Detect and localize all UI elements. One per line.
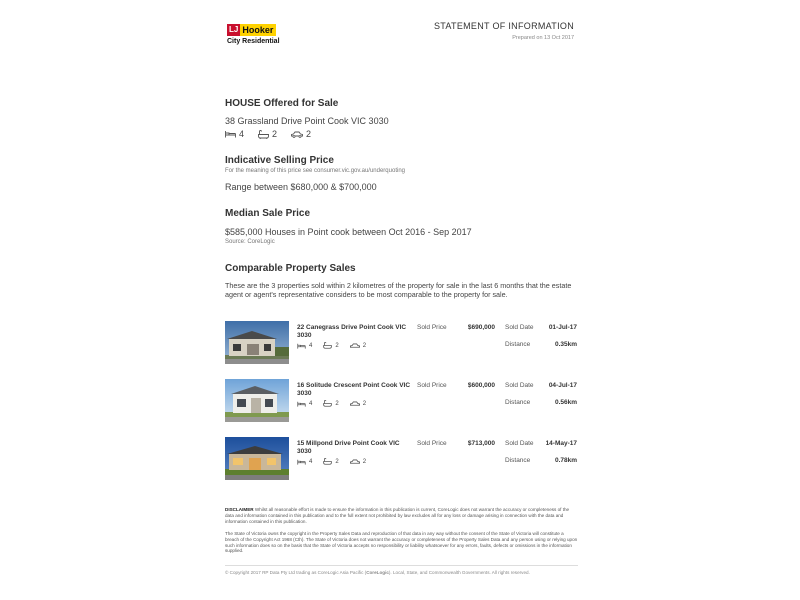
footer-divider [225,565,578,566]
median-text: $585,000 Houses in Point cook between Oct 2016 - Sep 2017 [225,227,472,237]
logo-subtitle: City Residential [227,38,280,45]
comparable-beds: 4 [309,400,313,407]
sold-date: 01-Jul-17 [548,324,577,331]
offered-features [225,129,311,139]
sold-date: 14-May-17 [545,440,577,447]
comparable-cars: 2 [362,342,367,349]
comparable-address: 16 Solitude Crescent Point Cook VIC 3030 [297,382,411,397]
comparable-item[interactable] [225,437,577,481]
offered-baths: 2 [272,129,278,139]
comparable-heading: Comparable Property Sales [225,263,356,274]
comparable-cars: 2 [362,400,367,407]
indicative-heading: Indicative Selling Price [225,155,334,166]
sold-date-label: Sold Date [505,382,534,389]
bed-icon [297,459,306,465]
indicative-note: For the meaning of this price see consumer.vic.gov.au/underquoting [225,168,405,174]
distance: 0.56km [554,399,577,406]
property-photo[interactable] [225,379,289,422]
footer-copyright [225,570,578,575]
logo-mark: LJ [229,25,239,34]
car-icon [291,131,303,138]
logo-name: Hooker [240,24,276,36]
comparable-intro: These are the 3 properties sold within 2 kilometres of the property for sale in the last 6 months that the estate agent or agent's representative considers to be most comparable to the property for sale. [225,281,572,299]
sold-price: $690,000 [467,324,495,331]
sold-date-label: Sold Date [505,324,534,331]
copyright-notice: The State of Victoria owns the copyright in the Property Sales Data and reproduction of that data in any way without the consent of the State of Victoria will constitute a breach of the Copyright Act 1968 (Cth). The State of Victoria does not warrant the accuracy or completeness of the Property Sales Data and any person using or relying upon such information does so on the basis that the State of Victoria accepts no responsibility or liability whatsoever for any errors, faults, defects or omissions in the information supplied. [225,531,578,554]
comparable-item[interactable] [225,321,577,365]
sold-price: $713,000 [467,440,495,447]
distance-label: Distance [505,341,531,348]
sold-date: 04-Jul-17 [548,382,577,389]
distance-label: Distance [505,457,531,464]
distance-label: Distance [505,399,531,406]
footer-post: ). Local, State, and Commonwealth Governments. All rights reserved. [388,570,530,575]
comparable-baths: 2 [335,342,339,349]
disclaimer-text [225,507,578,524]
comparable-address: 15 Millpond Drive Point Cook VIC 3030 [297,440,400,455]
sold-price-label: Sold Price [417,324,447,331]
indicative-range: Range between $680,000 & $700,000 [225,182,377,192]
document-title: STATEMENT OF INFORMATION [433,21,574,31]
distance: 0.35km [554,341,577,348]
offered-address: 38 Grassland Drive Point Cook VIC 3030 [225,116,389,126]
comparable-baths: 2 [335,458,339,465]
median-source: Source: CoreLogic [225,239,275,245]
property-photo[interactable] [225,321,289,364]
footer-brand: CoreLogic [366,570,389,575]
car-icon [350,459,360,465]
disclaimer-body: Whilst all reasonable effort is made to ensure the information in this publication is current, CoreLogic does not warrant the accuracy or completeness of the data and information contained in this publication and to the full extent not prohibited by law excludes all for any loss or damage arising in connection with the data and information contained in this publication. [225,507,570,524]
offered-beds: 4 [239,129,245,139]
comparable-features [297,458,366,465]
median-heading: Median Sale Price [225,208,311,219]
bed-icon [225,130,236,138]
bed-icon [297,401,306,407]
sold-price-label: Sold Price [417,440,447,447]
comparable-item[interactable] [225,379,577,423]
comparable-features [297,342,366,349]
offered-heading: HOUSE Offered for Sale [225,98,339,109]
car-icon [350,343,360,349]
comparable-beds: 4 [309,458,313,465]
distance: 0.78km [554,457,577,464]
car-icon [350,401,360,407]
comparable-baths: 2 [335,400,339,407]
comparable-features [297,400,366,407]
comparable-cars: 2 [362,458,367,465]
bath-icon [323,342,332,349]
lj-hooker-logo[interactable] [227,24,287,45]
property-photo[interactable] [225,437,289,480]
bath-icon [323,458,332,465]
footer-pre: © Copyright 2017 RP Data Pty Ltd trading as CoreLogic Asia Pacific ( [225,570,367,575]
bath-icon [258,130,269,139]
prepared-date: Prepared on 13 Oct 2017 [512,35,574,41]
comparable-beds: 4 [309,342,313,349]
disclaimer-label: DISCLAIMER [225,507,254,512]
comparable-address: 22 Canegrass Drive Point Cook VIC 3030 [297,324,407,339]
bath-icon [323,400,332,407]
bed-icon [297,343,306,349]
sold-price-label: Sold Price [417,382,447,389]
offered-cars: 2 [306,129,312,139]
sold-date-label: Sold Date [505,440,534,447]
sold-price: $600,000 [467,382,495,389]
